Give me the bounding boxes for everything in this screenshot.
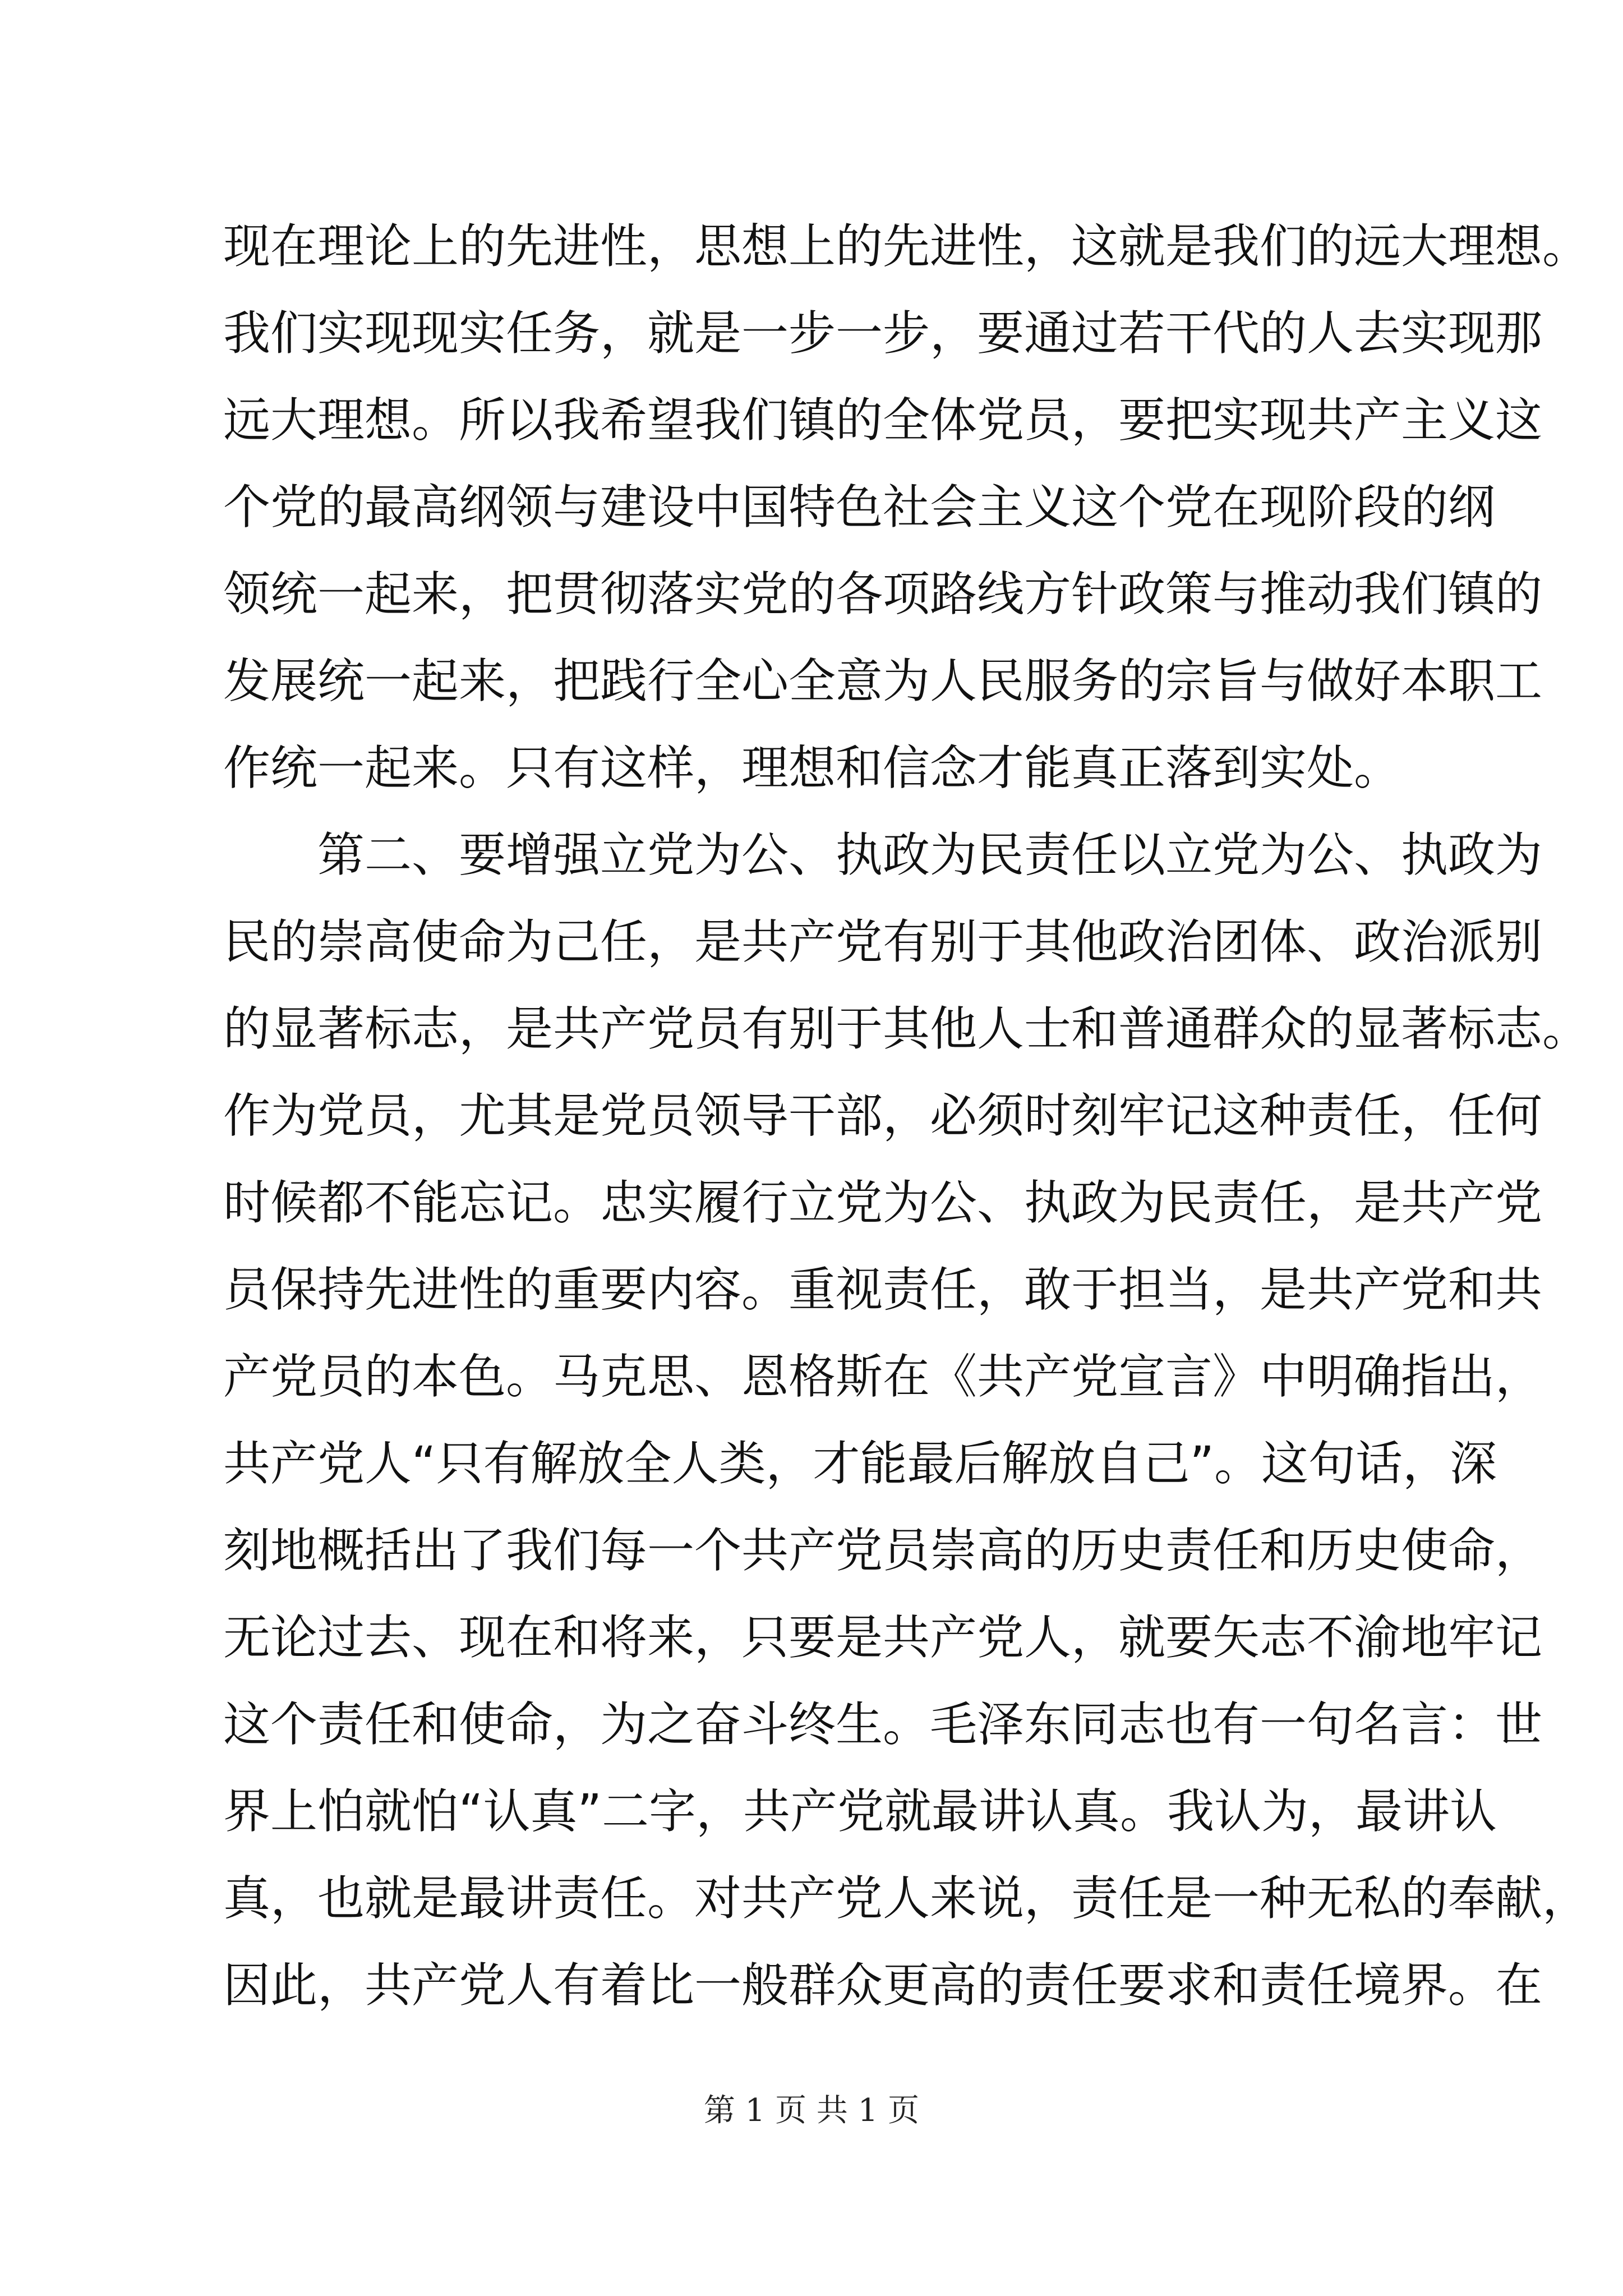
paragraph (223, 812, 1590, 2029)
text-line: 共产党人“只有解放全人类，才能最后解放自己”。这句话，深 (223, 1436, 1497, 1491)
text-line: 远大理想。所以我希望我们镇的全体党员，要把实现共产主义这 (223, 393, 1543, 448)
text-line: 时候都不能忘记。忠实履行立党为公、执政为民责任，是共产党 (223, 1175, 1543, 1230)
text-line: 界上怕就怕“认真”二字，共产党就最讲认真。我认为，最讲认 (223, 1784, 1497, 1839)
text-line: 这个责任和使命，为之奋斗终生。毛泽东同志也有一句名言：世 (223, 1697, 1543, 1752)
text-line: 个党的最高纲领与建设中国特色社会主义这个党在现阶段的纲 (223, 480, 1496, 535)
text-line: 因此，共产党人有着比一般群众更高的责任要求和责任境界。在 (223, 1958, 1543, 2013)
text-line: 无论过去、现在和将来，只要是共产党人，就要矢志不渝地牢记 (223, 1610, 1543, 1665)
text-line: 现在理论上的先进性，思想上的先进性，这就是我们的远大理想。 (223, 219, 1590, 274)
text-line: 作为党员，尤其是党员领导干部，必须时刻牢记这种责任，任何 (223, 1088, 1543, 1143)
text-line: 真，也就是最讲责任。对共产党人来说，责任是一种无私的奉献， (223, 1871, 1590, 1926)
text-line: 第二、要增强立党为公、执政为民责任以立党为公、执政为 (317, 827, 1543, 882)
paragraph (223, 203, 1590, 812)
text-line: 产党员的本色。马克思、恩格斯在《共产党宣言》中明确指出， (223, 1349, 1543, 1404)
text-line: 领统一起来，把贯彻落实党的各项路线方针政策与推动我们镇的 (223, 567, 1543, 622)
text-line: 的显著标志，是共产党员有别于其他人士和普通群众的显著标志。 (223, 1001, 1590, 1056)
text-line: 发展统一起来，把践行全心全意为人民服务的宗旨与做好本职工 (223, 654, 1543, 708)
text-line: 民的崇高使命为己任，是共产党有别于其他政治团体、政治派别 (223, 914, 1543, 969)
text-line: 员保持先进性的重要内容。重视责任，敢于担当，是共产党和共 (223, 1262, 1543, 1317)
text-line: 作统一起来。只有这样，理想和信念才能真正落到实处。 (223, 740, 1401, 795)
text-line: 我们实现现实任务，就是一步一步，要通过若干代的人去实现那 (223, 306, 1543, 361)
text-line: 刻地概括出了我们每一个共产党员崇高的历史责任和历史使命， (223, 1523, 1543, 1578)
page-footer: 第 1 页 共 1 页 (703, 2092, 920, 2129)
document-body (223, 203, 1590, 2029)
